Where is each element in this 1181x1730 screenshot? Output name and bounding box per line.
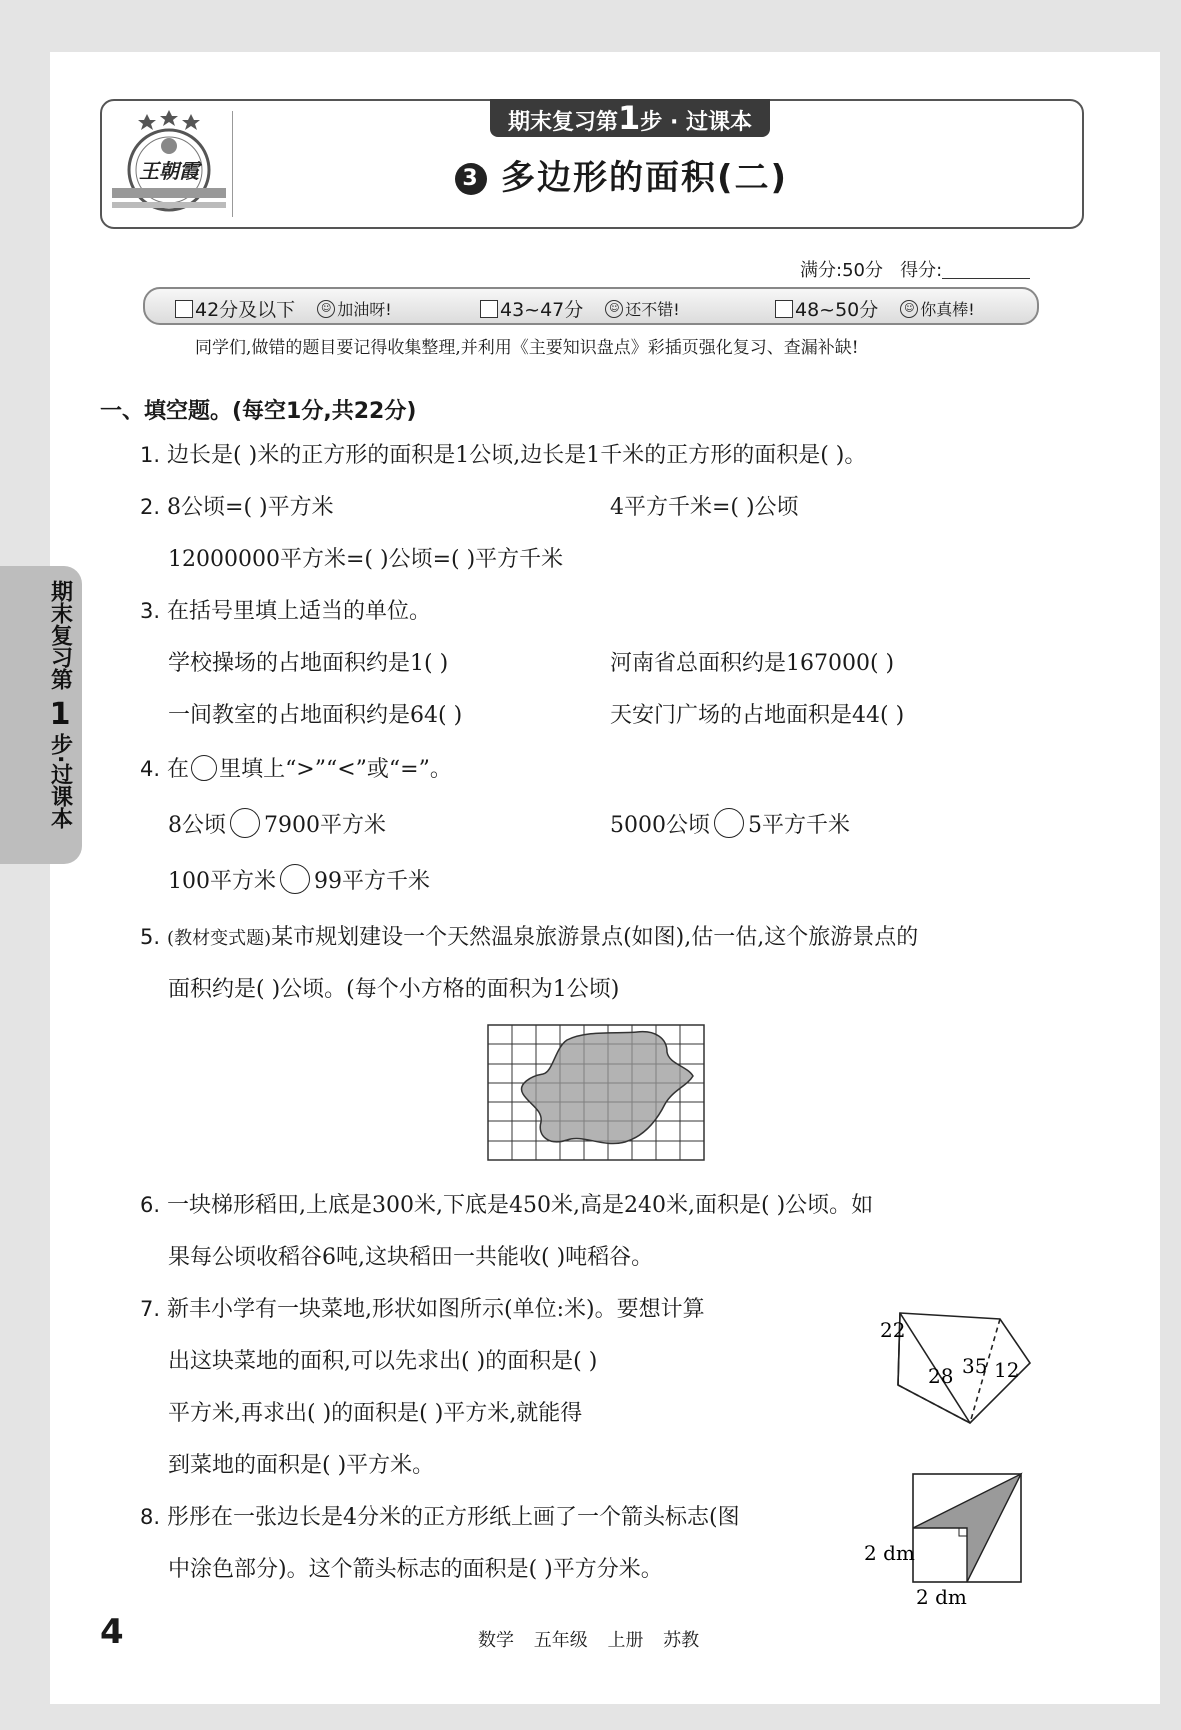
question-3a: 学校操场的占地面积约是1( ) xyxy=(168,651,449,676)
question-7-line3: 平方米,再求出( )的面积是( )平方米,就能得 xyxy=(168,1401,583,1426)
question-text: 一块梯形稻田,上底是300米,下底是450米,高是240米,面积是( )公顷。如 xyxy=(167,1193,874,1218)
compare-right: 7900平方米 xyxy=(264,813,386,838)
rating-item-high xyxy=(775,295,975,322)
question-number: 4. xyxy=(140,757,161,781)
compare-right: 99平方千米 xyxy=(314,869,430,894)
full-marks: 满分:50分 xyxy=(800,260,883,281)
question-text: 在括号里填上适当的单位。 xyxy=(167,599,432,624)
fig-label: 28 xyxy=(928,1364,954,1388)
rating-range: 43~47分 xyxy=(500,299,584,321)
side-tab-step: 1 xyxy=(49,697,71,732)
logo-text: 王朝霞 xyxy=(139,159,199,183)
rating-checkbox[interactable] xyxy=(480,300,498,318)
happy-face-icon: ☺ xyxy=(900,300,918,318)
rating-item-mid xyxy=(480,295,680,322)
question-4 xyxy=(140,752,452,783)
footer-text: 数学 五年级 上册 苏教 xyxy=(478,1630,700,1651)
smile-face-icon: ☺ xyxy=(605,300,623,318)
question-number: 7. xyxy=(140,1297,161,1321)
compare-row-c xyxy=(168,864,430,895)
banner-prefix: 期末复习第 xyxy=(508,110,619,135)
question-3b: 河南省总面积约是167000( ) xyxy=(610,651,895,676)
rating-range: 48~50分 xyxy=(795,299,879,321)
rating-message: 还不错! xyxy=(625,300,680,319)
brand-logo xyxy=(104,108,234,220)
cheer-face-icon: ☺ xyxy=(317,300,335,318)
question-number: 2. xyxy=(140,495,161,519)
section-heading: 一、填空题。(每空1分,共22分) xyxy=(100,399,417,424)
page-title xyxy=(455,150,788,199)
question-number: 3. xyxy=(140,599,161,623)
question-2c: 12000000平方米=( )公顷=( )平方千米 xyxy=(168,547,564,572)
hot-spring-grid-figure xyxy=(487,1024,707,1162)
compare-circle-icon xyxy=(191,755,217,781)
fig-label-bottom: 2 dm xyxy=(916,1585,967,1609)
question-6-line2: 果每公顷收稻谷6吨,这块稻田一共能收( )吨稻谷。 xyxy=(168,1245,654,1270)
compare-row-a xyxy=(168,808,386,839)
rating-message: 加油呀! xyxy=(337,300,392,319)
rating-range: 42分及以下 xyxy=(195,299,296,321)
fig-label-left: 2 dm xyxy=(864,1541,915,1565)
rating-item-low xyxy=(175,295,392,322)
question-3c: 一间教室的占地面积约是64( ) xyxy=(168,703,463,728)
question-number: 5. xyxy=(140,925,161,949)
side-tab-text xyxy=(44,580,76,836)
question-number: 1. xyxy=(140,443,161,467)
question-text: 边长是( )米的正方形的面积是1公顷,边长是1千米的正方形的面积是( )。 xyxy=(167,443,867,468)
question-2a: 8公顷=( )平方米 xyxy=(167,495,334,520)
question-1 xyxy=(140,438,866,469)
question-text: 某市规划建设一个天然温泉旅游景点(如图),估一估,这个旅游景点的 xyxy=(271,925,919,950)
question-3d: 天安门广场的占地面积是44( ) xyxy=(610,703,905,728)
score-line xyxy=(800,256,1030,282)
arrow-sign-figure xyxy=(860,1470,1035,1610)
rating-checkbox[interactable] xyxy=(175,300,193,318)
question-text: 彤彤在一张边长是4分米的正方形纸上画了一个箭头标志(图 xyxy=(167,1505,740,1530)
vegetable-plot-figure xyxy=(870,1305,1040,1429)
side-tab-part1: 期末复习第 xyxy=(47,580,73,690)
question-8-line2: 中涂色部分)。这个箭头标志的面积是( )平方分米。 xyxy=(168,1557,663,1582)
question-5-line2: 面积约是( )公顷。(每个小方格的面积为1公顷) xyxy=(168,977,620,1002)
compare-right: 5平方千米 xyxy=(748,813,850,838)
question-number: 8. xyxy=(140,1505,161,1529)
question-2 xyxy=(140,490,334,521)
banner-suffix: 步 · 过课本 xyxy=(640,110,752,135)
fig-label: 35 xyxy=(962,1354,988,1378)
score-label: 得分: xyxy=(900,260,943,281)
question-tag: (教材变式题) xyxy=(167,928,272,949)
side-tab-part2: 步·过课本 xyxy=(47,733,73,830)
answer-circle[interactable] xyxy=(280,864,310,894)
question-6 xyxy=(140,1188,873,1219)
question-2b: 4平方千米=( )公顷 xyxy=(610,495,799,520)
question-8 xyxy=(140,1500,740,1531)
fig-label: 22 xyxy=(880,1318,906,1342)
question-7-line4: 到菜地的面积是( )平方米。 xyxy=(168,1453,435,1478)
page-number: 4 xyxy=(100,1612,124,1652)
answer-circle[interactable] xyxy=(714,808,744,838)
question-text-a: 在 xyxy=(167,757,190,782)
answer-circle[interactable] xyxy=(230,808,260,838)
fig-label: 12 xyxy=(994,1358,1020,1382)
question-text-b: 里填上“>”“<”或“=”。 xyxy=(219,757,452,782)
title-number-badge: 3 xyxy=(455,163,487,195)
step-banner xyxy=(490,99,770,137)
question-7-line2: 出这块菜地的面积,可以先求出( )的面积是( ) xyxy=(168,1349,598,1374)
question-5 xyxy=(140,920,918,951)
compare-left: 100平方米 xyxy=(168,869,276,894)
score-blank[interactable] xyxy=(942,260,1030,279)
compare-row-b xyxy=(610,808,850,839)
compare-left: 5000公顷 xyxy=(610,813,710,838)
review-note: 同学们,做错的题目要记得收集整理,并利用《主要知识盘点》彩插页强化复习、查漏补缺! xyxy=(195,338,859,358)
self-rating-bar xyxy=(143,287,1039,325)
question-number: 6. xyxy=(140,1193,161,1217)
compare-left: 8公顷 xyxy=(168,813,226,838)
rating-checkbox[interactable] xyxy=(775,300,793,318)
banner-step: 1 xyxy=(618,99,641,137)
question-3 xyxy=(140,594,431,625)
rating-message: 你真棒! xyxy=(920,300,975,319)
title-text: 多边形的面积(二) xyxy=(501,158,789,198)
question-text: 新丰小学有一块菜地,形状如图所示(单位:米)。要想计算 xyxy=(167,1297,705,1322)
question-7 xyxy=(140,1292,705,1323)
